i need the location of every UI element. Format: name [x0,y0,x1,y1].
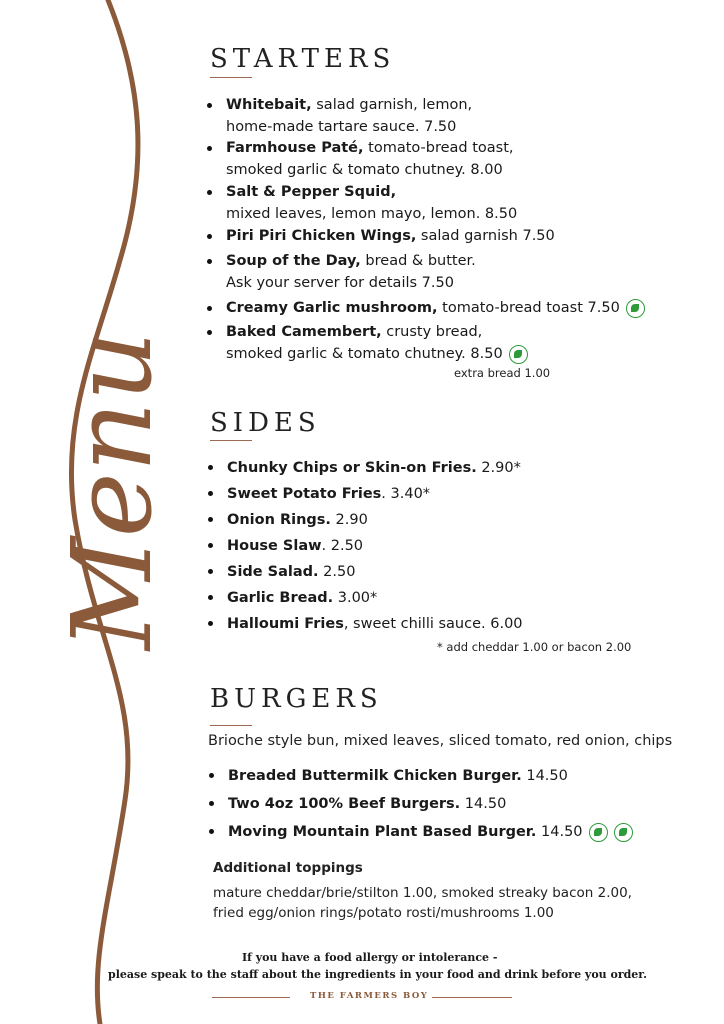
allergy-line-1: If you have a food allergy or intolerance - [242,951,498,964]
toppings-line-1: mature cheddar/brie/stilton 1.00, smoked streaky bacon 2.00, [213,885,632,901]
list-item: Whitebait, salad garnish, lemon, home-made tartare sauce. 7.50 [207,94,645,138]
footer-rule-left [212,997,290,998]
vegan-icon [614,823,633,842]
list-item: Halloumi Fries, sweet chilli sauce. 6.00 [208,612,523,637]
sides-list [208,456,523,637]
list-item: Two 4oz 100% Beef Burgers. 14.50 [209,792,633,816]
burgers-underline [210,725,252,726]
starters-underline [210,77,252,78]
sides-note: * add cheddar 1.00 or bacon 2.00 [437,640,632,654]
brand-name: THE FARMERS BOY [310,991,429,1001]
burgers-heading: BURGERS [210,684,383,714]
burgers-list [209,764,633,844]
allergy-line-2: please speak to the staff about the ingredients in your food and drink before you order. [108,968,647,981]
starters-list [207,94,645,365]
list-item: House Slaw. 2.50 [208,534,523,559]
list-item: Breaded Buttermilk Chicken Burger. 14.50 [209,764,633,788]
list-item: Farmhouse Paté, tomato-bread toast, smoked garlic & tomato chutney. 8.00 [207,137,645,181]
footer-rule-right [432,997,512,998]
list-item: Piri Piri Chicken Wings, salad garnish 7.50 [207,225,645,247]
vegetarian-icon [509,345,528,364]
list-item: Creamy Garlic mushroom, tomato-bread toast 7.50 [207,297,645,319]
toppings-heading: Additional toppings [213,860,363,876]
list-item: Salt & Pepper Squid, mixed leaves, lemon mayo, lemon. 8.50 [207,181,645,225]
toppings-line-2: fried egg/onion rings/potato rosti/mushrooms 1.00 [213,905,554,921]
list-item: Soup of the Day, bread & butter. Ask your server for details 7.50 [207,250,645,294]
list-item: Side Salad. 2.50 [208,560,523,585]
list-item: Sweet Potato Fries. 3.40* [208,482,523,507]
list-item: Chunky Chips or Skin-on Fries. 2.90* [208,456,523,481]
sides-underline [210,440,252,441]
list-item: Moving Mountain Plant Based Burger. 14.50 [209,820,633,844]
vegetarian-icon [626,299,645,318]
menu-script-word: Menu [48,330,176,650]
menu-script-decoration [0,0,200,1024]
burgers-intro: Brioche style bun, mixed leaves, sliced tomato, red onion, chips [208,733,673,749]
vegetarian-icon [589,823,608,842]
starters-heading: STARTERS [210,44,396,74]
extra-bread-note: extra bread 1.00 [454,366,551,380]
list-item: Garlic Bread. 3.00* [208,586,523,611]
list-item: Onion Rings. 2.90 [208,508,523,533]
sides-heading: SIDES [210,408,321,438]
list-item: Baked Camembert, crusty bread, smoked garlic & tomato chutney. 8.50 [207,321,645,365]
